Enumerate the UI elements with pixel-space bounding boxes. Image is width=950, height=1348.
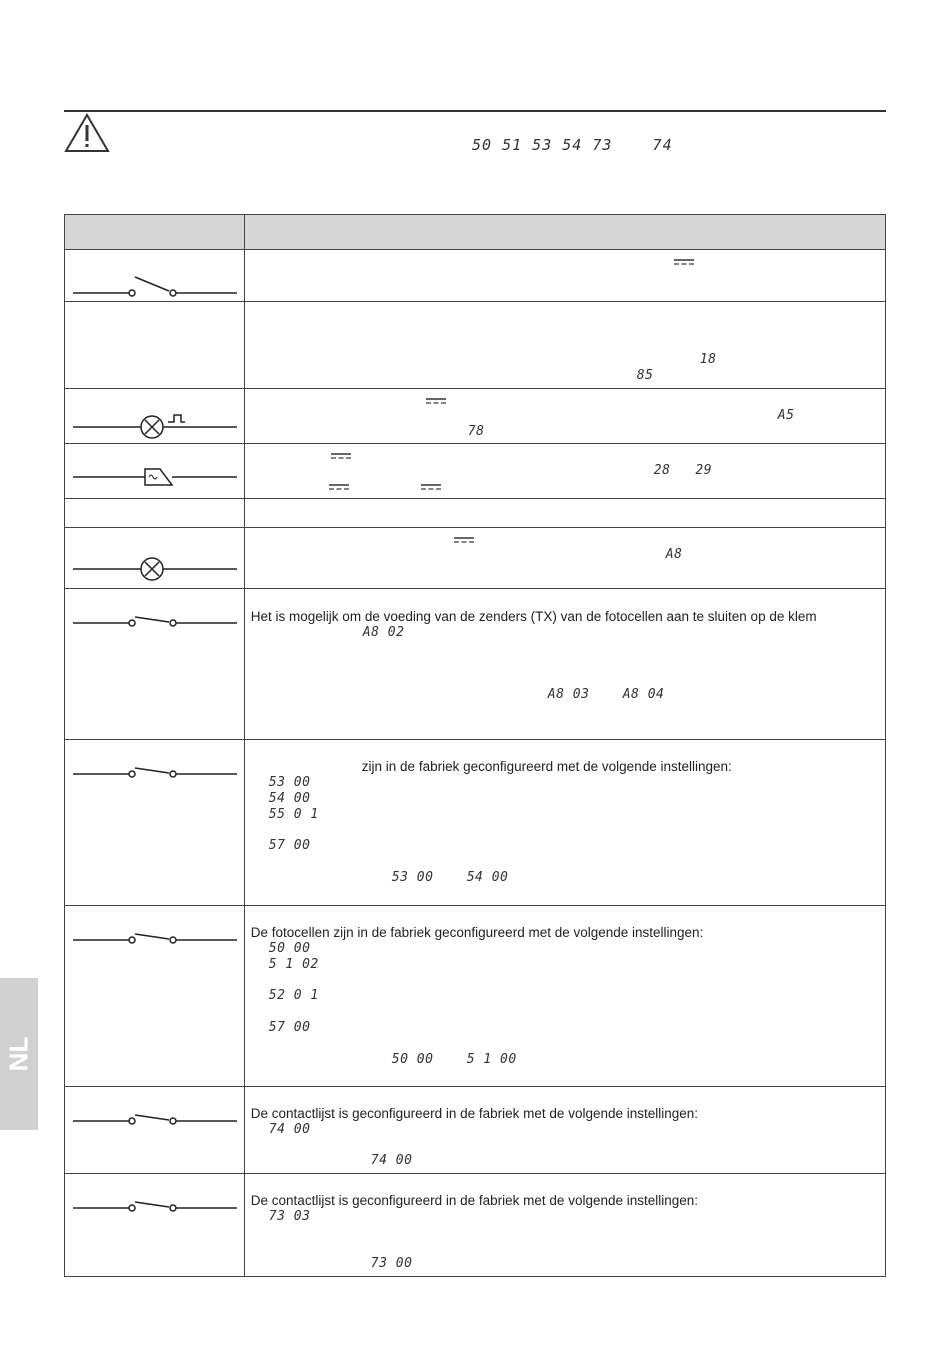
symbol-cell bbox=[65, 1174, 245, 1277]
code-label: 73 03 bbox=[268, 1209, 311, 1224]
code-label: 53 00 54 00 bbox=[391, 870, 509, 885]
table-row bbox=[65, 528, 886, 589]
code-label: 50 00 5 1 00 bbox=[391, 1052, 517, 1067]
symbol-cell bbox=[65, 302, 245, 389]
code-label: 57 00 bbox=[268, 838, 311, 853]
language-tab-label: NL bbox=[3, 1036, 34, 1072]
code-label: 74 00 bbox=[370, 1153, 413, 1168]
dc-symbol-icon bbox=[329, 484, 349, 490]
dc-symbol-icon bbox=[674, 259, 694, 265]
dc-symbol-icon bbox=[421, 484, 441, 490]
table-row bbox=[65, 302, 886, 389]
table-row bbox=[65, 444, 886, 499]
table-row bbox=[65, 1174, 886, 1277]
header-cell-symbol bbox=[65, 215, 245, 250]
description-cell bbox=[244, 444, 885, 499]
description-cell bbox=[244, 1087, 885, 1174]
description-cell bbox=[244, 589, 885, 740]
table-row bbox=[65, 1087, 886, 1174]
description-cell bbox=[244, 1174, 885, 1277]
symbol-cell bbox=[65, 589, 245, 740]
switch-closed-icon bbox=[65, 589, 244, 649]
electric-lock-icon bbox=[65, 444, 244, 499]
table-row bbox=[65, 499, 886, 528]
code-label: A8 02 bbox=[362, 625, 405, 640]
switch-closed-icon bbox=[65, 1087, 244, 1147]
symbol-cell bbox=[65, 389, 245, 444]
code-label: 28 29 bbox=[653, 463, 713, 478]
description-cell bbox=[244, 302, 885, 389]
table-row bbox=[65, 589, 886, 740]
switch-closed-icon bbox=[65, 1174, 244, 1234]
table-row bbox=[65, 906, 886, 1087]
dc-symbol-icon bbox=[331, 453, 351, 459]
switch-closed-icon bbox=[65, 740, 244, 800]
description-text: De contactlijst is geconfigureerd in de fabriek met de volgende instellingen: bbox=[250, 1193, 699, 1208]
code-label: 54 00 bbox=[268, 791, 311, 806]
language-tab bbox=[0, 978, 38, 1130]
description-cell bbox=[244, 499, 885, 528]
code-label: A5 bbox=[777, 408, 795, 423]
dc-symbol-icon bbox=[426, 398, 446, 404]
header-codes: 50 51 53 54 73 74 bbox=[472, 136, 673, 154]
flashing-lamp-icon bbox=[65, 389, 244, 444]
description-cell bbox=[244, 250, 885, 302]
symbol-cell bbox=[65, 444, 245, 499]
table-row bbox=[65, 389, 886, 444]
code-label: 52 0 1 bbox=[268, 988, 319, 1003]
description-cell bbox=[244, 528, 885, 589]
code-label: A8 bbox=[665, 547, 683, 562]
symbol-cell bbox=[65, 528, 245, 589]
symbol-cell bbox=[65, 1087, 245, 1174]
description-text: De fotocellen zijn in de fabriek geconfigureerd met de volgende instellingen: bbox=[250, 925, 704, 940]
code-label: 5 1 02 bbox=[268, 957, 319, 972]
code-label: 74 00 bbox=[268, 1122, 311, 1137]
symbol-cell bbox=[65, 906, 245, 1087]
symbol-cell bbox=[65, 250, 245, 302]
description-cell bbox=[244, 740, 885, 906]
code-label: 50 00 bbox=[268, 941, 311, 956]
header-cell-description bbox=[244, 215, 885, 250]
lamp-icon bbox=[65, 528, 244, 589]
description-text: Het is mogelijk om de voeding van de zenders (TX) van de fotocellen aan te sluiten op de klem bbox=[250, 609, 817, 624]
description-cell bbox=[244, 389, 885, 444]
symbol-cell bbox=[65, 499, 245, 528]
symbol-cell bbox=[65, 740, 245, 906]
table-row bbox=[65, 740, 886, 906]
description-cell bbox=[244, 906, 885, 1087]
switch-closed-icon bbox=[65, 906, 244, 966]
code-label: 85 bbox=[636, 368, 654, 383]
table-header-row bbox=[65, 215, 886, 250]
code-label: 57 00 bbox=[268, 1020, 311, 1035]
dc-symbol-icon bbox=[454, 537, 474, 543]
description-text: zijn in de fabriek geconfigureerd met de volgende instellingen: bbox=[361, 759, 732, 774]
code-label: 18 bbox=[699, 352, 717, 367]
top-rule bbox=[64, 110, 886, 112]
warning-icon bbox=[64, 112, 110, 154]
switch-open-icon bbox=[65, 250, 244, 302]
connections-table bbox=[64, 214, 886, 1277]
code-label: 53 00 bbox=[268, 775, 311, 790]
code-label: A8 03 A8 04 bbox=[547, 687, 665, 702]
code-label: 73 00 bbox=[370, 1256, 413, 1271]
table-row bbox=[65, 250, 886, 302]
code-label: 78 bbox=[467, 424, 485, 439]
description-text: De contactlijst is geconfigureerd in de fabriek met de volgende instellingen: bbox=[250, 1106, 699, 1121]
code-label: 55 0 1 bbox=[268, 807, 319, 822]
